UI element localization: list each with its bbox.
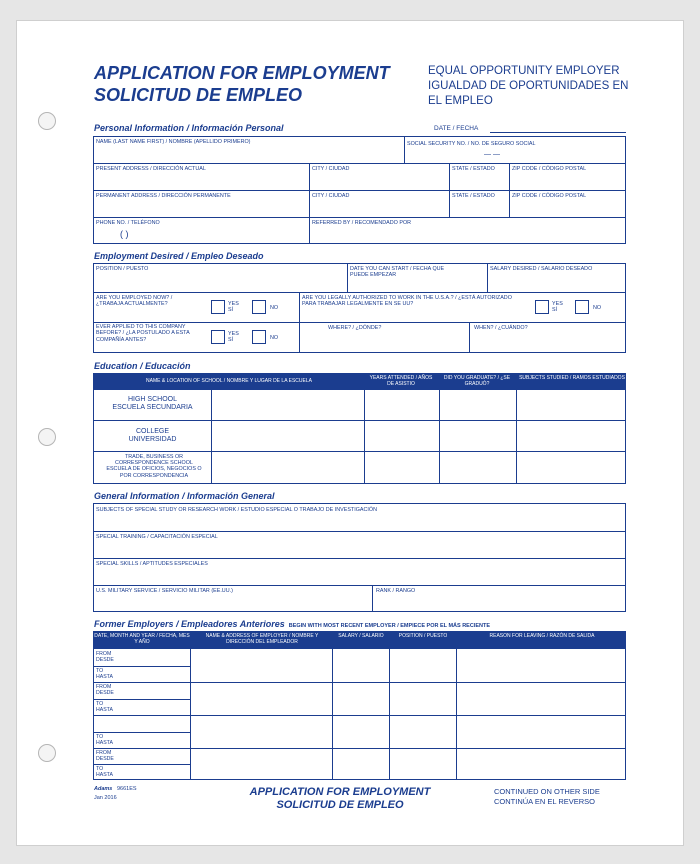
start-date-field[interactable]: DATE YOU CAN START / FECHA QUE PUEDE EMPEZAR <box>350 266 445 279</box>
eeo-line: EL EMPLEO <box>428 95 493 107</box>
where-field[interactable]: WHERE? / ¿DÓNDE? <box>328 325 382 331</box>
eeo-line: IGUALDAD DE OPORTUNIDADES EN <box>428 80 629 92</box>
form-date: Jan 2016 <box>94 795 117 801</box>
eeo-line: EQUAL OPPORTUNITY EMPLOYER <box>428 65 620 77</box>
general-grid <box>93 503 626 612</box>
applied-yes-checkbox[interactable] <box>211 330 225 344</box>
education-header <box>94 374 625 390</box>
employed-yes-checkbox[interactable] <box>211 300 225 314</box>
footer-title <box>240 786 440 812</box>
col-salary: SALARY / SALARIO <box>338 633 384 639</box>
former-subheading: BEGIN WITH MOST RECENT EMPLOYER / EMPIECE POR EL MÁS RECIENTE <box>288 623 491 629</box>
from-label: FROM DESDE <box>96 750 114 762</box>
special-training-field[interactable]: SPECIAL TRAINING / CAPACITACIÓN ESPECIAL <box>96 534 218 540</box>
authorized-yes-checkbox[interactable] <box>535 300 549 314</box>
special-study-field[interactable]: SUBJECTS OF SPECIAL STUDY OR RESEARCH WORK / ESTUDIO ESPECIAL O TRABAJO DE INVESTIGACIÓN <box>96 507 377 513</box>
title-en: APPLICATION FOR EMPLOYMENT <box>94 63 390 83</box>
punch-hole <box>38 744 56 762</box>
to-label: TO HASTA <box>96 766 113 778</box>
education-row-trade: TRADE, BUSINESS OR CORRESPONDENCE SCHOOL ESCUELA DE OFICIOS, NEGOCIOS O POR CORRESPONDENCIA <box>106 454 202 479</box>
brand-logo: Adams <box>94 786 113 792</box>
punch-hole <box>38 112 56 130</box>
permanent-address-field[interactable]: PERMANENT ADDRESS / DIRECCIÓN PERMANENTE <box>96 193 231 199</box>
present-zip-field[interactable]: ZIP CODE / CÓDIGO POSTAL <box>512 166 587 172</box>
no-option-label: NO <box>270 335 279 341</box>
form-title <box>94 62 390 106</box>
yes-option-label: YES SÍ <box>552 301 563 314</box>
salary-field[interactable]: SALARY DESIRED / SALARIO DESEADO <box>490 266 593 272</box>
personal-grid <box>93 136 626 244</box>
permanent-city-field[interactable]: CITY / CIUDAD <box>312 193 350 199</box>
yes-option-label: YES SÍ <box>228 301 239 314</box>
referred-by-field[interactable]: REFERRED BY / RECOMENDADO POR <box>312 220 412 226</box>
continued-note <box>494 787 600 807</box>
present-city-field[interactable]: CITY / CIUDAD <box>312 166 350 172</box>
military-service-field[interactable]: U.S. MILITARY SERVICE / SERVICIO MILITAR (EE.UU.) <box>96 588 233 594</box>
continued-en: CONTINUED ON OTHER SIDE <box>494 787 600 796</box>
rank-field[interactable]: RANK / RANGO <box>376 588 416 594</box>
from-label: FROM DESDE <box>96 651 114 663</box>
employed-now-question: ARE YOU EMPLOYED NOW? / ¿TRABAJA ACTUALMENTE? <box>96 295 173 308</box>
employment-grid <box>93 263 626 353</box>
col-graduate: DID YOU GRADUATE? / ¿SE GRADUÓ? <box>443 375 511 387</box>
to-label: TO HASTA <box>96 734 113 746</box>
no-option-label: NO <box>593 305 602 311</box>
personal-heading: Personal Information / Información Personal <box>94 123 284 133</box>
permanent-state-field[interactable]: STATE / ESTADO <box>452 193 495 199</box>
education-row-college: COLLEGE UNIVERSIDAD <box>128 428 177 443</box>
position-field[interactable]: POSITION / PUESTO <box>96 266 149 272</box>
present-address-field[interactable]: PRESENT ADDRESS / DIRECCIÓN ACTUAL <box>96 166 206 172</box>
general-heading: General Information / Información General <box>94 491 275 501</box>
eeo-statement <box>428 64 628 109</box>
education-row-high-school: HIGH SCHOOL ESCUELA SECUNDARIA <box>112 396 193 411</box>
col-years: YEARS ATTENDED / AÑOS DE ASISTIO <box>369 375 433 387</box>
form-code: 9661ES <box>117 786 137 792</box>
employed-no-checkbox[interactable] <box>252 300 266 314</box>
yes-option-label: YES SÍ <box>228 331 239 344</box>
phone-area-code: ( ) <box>120 229 129 239</box>
education-heading: Education / Educación <box>94 361 191 371</box>
col-dates: DATE, MONTH AND YEAR / FECHA, MES Y AÑO <box>94 633 190 645</box>
col-reason: REASON FOR LEAVING / RAZÓN DE SALIDA <box>489 633 595 639</box>
applied-no-checkbox[interactable] <box>252 330 266 344</box>
name-field[interactable]: NAME (LAST NAME FIRST) / NOMBRE (APELLIDO PRIMERO) <box>96 139 251 145</box>
authorized-question: ARE YOU LEGALLY AUTHORIZED TO WORK IN THE U.S.A.? / ¿ESTÁ AUTORIZADO PARA TRABAJAR LEGALMENTE EN SE UU? <box>302 295 512 308</box>
when-field[interactable]: WHEN? / ¿CUÁNDO? <box>474 325 528 331</box>
date-field[interactable] <box>490 132 626 133</box>
former-employers-table <box>93 631 626 780</box>
col-subjects: SUBJECTS STUDIED / RAMOS ESTUDIADOS <box>519 375 625 381</box>
to-label: TO HASTA <box>96 668 113 680</box>
footer-title-en: APPLICATION FOR EMPLOYMENT <box>249 786 431 798</box>
punch-hole <box>38 428 56 446</box>
former-header <box>94 632 625 649</box>
special-skills-field[interactable]: SPECIAL SKILLS / APTITUDES ESPECIALES <box>96 561 208 567</box>
ever-applied-question: EVER APPLIED TO THIS COMPANY BEFORE? / ¿LA POSTULADO A ESTA COMPAÑÍA ANTES? <box>96 324 190 343</box>
phone-field[interactable]: PHONE NO. / TELÉFONO <box>96 220 160 226</box>
col-school: NAME & LOCATION OF SCHOOL / NOMBRE Y LUGAR DE LA ESCUELA <box>146 378 312 384</box>
former-heading-text: Former Employers / Empleadores Anteriores <box>94 619 285 629</box>
present-state-field[interactable]: STATE / ESTADO <box>452 166 495 172</box>
ssn-field[interactable]: SOCIAL SECURITY NO. / NO. DE SEGURO SOCIAL <box>407 141 536 147</box>
to-label: TO HASTA <box>96 701 113 713</box>
date-label: DATE / FECHA <box>434 125 479 132</box>
title-es: SOLICITUD DE EMPLEO <box>94 85 303 105</box>
col-employer: NAME & ADDRESS OF EMPLOYER / NOMBRE Y DIRECCIÓN DEL EMPLEADOR <box>205 633 319 645</box>
employment-heading: Employment Desired / Empleo Deseado <box>94 251 264 261</box>
col-position: POSITION / PUESTO <box>398 633 448 639</box>
continued-es: CONTINÚA EN EL REVERSO <box>494 797 595 806</box>
permanent-zip-field[interactable]: ZIP CODE / CÓDIGO POSTAL <box>512 193 587 199</box>
authorized-no-checkbox[interactable] <box>575 300 589 314</box>
ssn-mask: — — <box>484 151 500 158</box>
from-label: FROM DESDE <box>96 684 114 696</box>
education-table <box>93 373 626 484</box>
former-heading <box>94 619 490 629</box>
no-option-label: NO <box>270 305 279 311</box>
footer-title-es: SOLICITUD DE EMPLEO <box>276 799 404 811</box>
